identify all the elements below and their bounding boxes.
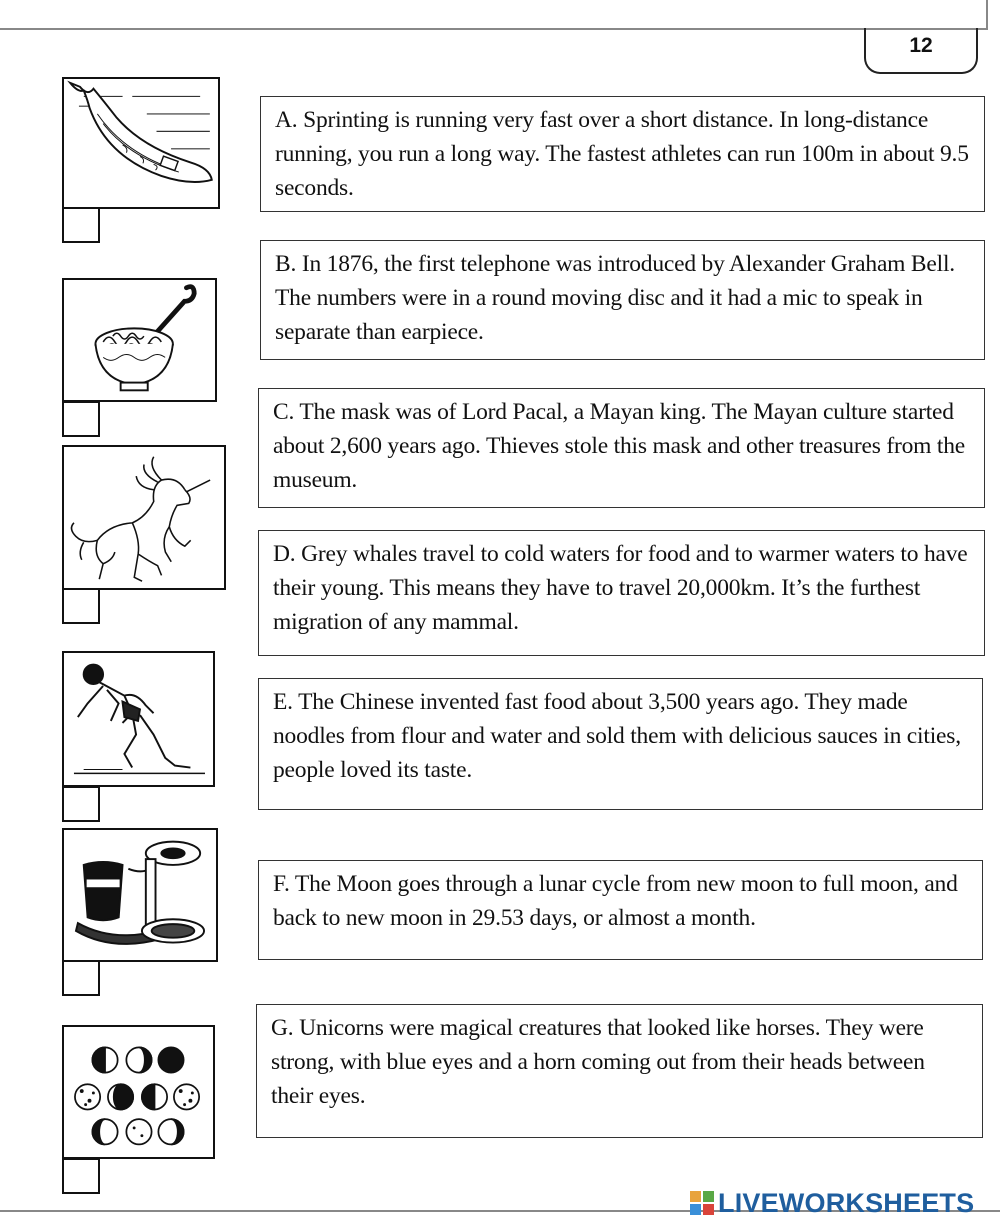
text-box-b: B. In 1876, the first telephone was introduced by Alexander Graham Bell. The numbers were in a round moving disc and it had a mic to speak in separate than earpiece. (260, 240, 985, 360)
text-box-e: E. The Chinese invented fast food about 3,500 years ago. They made noodles from flour and water and sold them with delicious sauces in cities, people loved its taste. (258, 678, 983, 810)
sprinter-picture (62, 651, 215, 787)
whale-picture (62, 77, 220, 209)
telephone-picture (62, 828, 218, 962)
unicorn-icon (64, 447, 224, 588)
sprinter-icon (64, 653, 213, 785)
text-box-g: G. Unicorns were magical creatures that looked like horses. They were strong, with blue eyes and a horn coming out from their heads between their eyes. (256, 1004, 983, 1138)
whale-icon (64, 79, 218, 207)
text-box-c: C. The mask was of Lord Pacal, a Mayan king. The Mayan culture started about 2,600 years ago. Thieves stole this mask and other treasures from the museum. (258, 388, 985, 508)
unicorn-picture (62, 445, 226, 590)
liveworksheets-brand[interactable] (690, 1188, 974, 1218)
telephone-icon (64, 830, 216, 960)
text-box-a: A. Sprinting is running very fast over a short distance. In long-distance running, you run a long way. The fastest athletes can run 100m in about 9.5 seconds. (260, 96, 985, 212)
noodle-bowl-picture (62, 278, 217, 402)
answer-box-1[interactable] (62, 207, 100, 243)
answer-box-2[interactable] (62, 401, 100, 437)
liveworksheets-logo-icon (690, 1191, 714, 1215)
noodle-bowl-icon (64, 280, 215, 400)
answer-box-3[interactable] (62, 588, 100, 624)
moon-phases-icon (64, 1027, 213, 1157)
answer-box-5[interactable] (62, 960, 100, 996)
top-frame (0, 0, 988, 30)
text-box-d: D. Grey whales travel to cold waters for food and to warmer waters to have their young. This means they have to travel 20,000km. It’s the furthest migration of any mammal. (258, 530, 985, 656)
answer-box-6[interactable] (62, 1158, 100, 1194)
text-box-f: F. The Moon goes through a lunar cycle from new moon to full moon, and back to new moon in 29.53 days, or almost a month. (258, 860, 983, 960)
moon-phases-picture (62, 1025, 215, 1159)
page-number: 12 (864, 28, 978, 74)
brand-text: LIVEWORKSHEETS (718, 1188, 975, 1218)
answer-box-4[interactable] (62, 786, 100, 822)
